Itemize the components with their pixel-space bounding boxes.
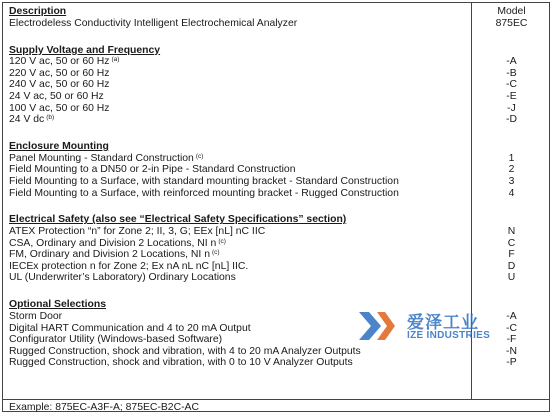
section-title: Optional Selections — [9, 299, 106, 311]
option-text: 240 V ac, 50 or 60 Hz — [9, 79, 110, 91]
option-code: -A — [506, 311, 517, 323]
section-title-spacer — [472, 214, 551, 226]
section-title: Enclosure Mounting — [9, 141, 109, 153]
option-code: F — [508, 249, 515, 261]
section-gap — [9, 126, 469, 141]
footnote-ref: (c) — [211, 249, 220, 257]
footnote-ref: (c) — [218, 237, 226, 245]
section-gap — [472, 29, 551, 44]
option-code: -C — [506, 79, 517, 91]
option-text: Digital HART Communication and 4 to 20 mA Output — [9, 322, 251, 334]
watermark-en-text: IZE INDUSTRIES — [407, 330, 491, 341]
option-row — [9, 346, 469, 358]
option-code: -F — [506, 334, 517, 346]
option-row — [9, 357, 469, 369]
option-code: 2 — [508, 164, 515, 176]
option-code: 3 — [508, 175, 515, 187]
section-title: Supply Voltage and Frequency — [9, 44, 161, 56]
option-row — [9, 261, 469, 273]
option-text: Field Mounting to a Surface, with reinforced mounting bracket - Rugged Construction — [9, 187, 399, 199]
option-row — [9, 188, 469, 200]
option-code: D — [507, 260, 516, 272]
option-text: Rugged Construction, shock and vibration, with 0 to 10 V Analyzer Outputs — [9, 357, 353, 369]
footer-divider — [3, 399, 549, 400]
option-code: -P — [506, 357, 517, 369]
section-gap — [9, 29, 469, 44]
option-row — [9, 238, 469, 250]
model-number: 875EC — [495, 17, 528, 29]
option-text: Rugged Construction, shock and vibration, with 4 to 20 mA Analyzer Outputs — [9, 345, 361, 357]
option-code: -D — [506, 114, 517, 126]
option-row — [9, 272, 469, 284]
option-code: -J — [507, 102, 516, 114]
option-text: 24 V dc — [9, 114, 45, 126]
option-text: FM, Ordinary and Division 2 Locations, NI n — [9, 249, 210, 261]
example-text: Example: 875EC-A3F-A; 875EC-B2C-AC — [9, 402, 199, 413]
option-row — [9, 153, 469, 165]
option-code: 1 — [508, 152, 515, 164]
footnote-ref: (a) — [111, 56, 120, 64]
option-row — [9, 226, 469, 238]
section-title-spacer — [472, 141, 551, 153]
option-code: -N — [506, 345, 517, 357]
option-row — [9, 164, 469, 176]
footnote-ref: (b) — [46, 114, 55, 122]
model-code-table — [2, 2, 550, 412]
section-gap — [9, 284, 469, 299]
ize-logo-icon — [355, 306, 397, 346]
option-text: Configurator Utility (Windows-based Software) — [9, 334, 223, 346]
option-text: IECEx protection n for Zone 2; Ex nA nL nC [nL] IIC. — [9, 260, 249, 272]
option-text: UL (Underwriter’s Laboratory) Ordinary Locations — [9, 272, 236, 284]
option-row — [9, 79, 469, 91]
option-row — [9, 103, 469, 115]
option-code: 4 — [508, 187, 515, 199]
product-description: Electrodeless Conductivity Intelligent Electrochemical Analyzer — [9, 17, 298, 29]
footnote-ref: (c) — [195, 152, 204, 160]
option-text: Field Mounting to a DN50 or 2-in Pipe - Standard Construction — [9, 164, 296, 176]
section-gap — [9, 199, 469, 214]
option-text: Panel Mounting - Standard Construction — [9, 152, 194, 164]
option-row — [9, 114, 469, 126]
option-row — [9, 91, 469, 103]
description-header: Description — [9, 6, 67, 17]
option-code: C — [507, 237, 516, 249]
option-text: CSA, Ordinary and Division 2 Locations, NI n — [9, 237, 217, 249]
option-row — [9, 249, 469, 261]
section-gap — [472, 284, 551, 299]
option-code: U — [507, 272, 516, 284]
watermark-logo — [355, 306, 495, 346]
section-title: Electrical Safety (also see “Electrical Safety Specifications” section) — [9, 214, 347, 226]
option-text: Field Mounting to a Surface, with standard mounting bracket - Standard Construction — [9, 175, 399, 187]
option-code: -E — [506, 90, 517, 102]
option-row — [9, 176, 469, 188]
section-gap — [472, 199, 551, 214]
option-text: Storm Door — [9, 311, 63, 323]
option-code: -C — [506, 322, 517, 334]
option-text: 24 V ac, 50 or 60 Hz — [9, 90, 104, 102]
option-text: 100 V ac, 50 or 60 Hz — [9, 102, 110, 114]
watermark-cn-text: 爱泽工业 — [407, 313, 479, 333]
option-text: 120 V ac, 50 or 60 Hz — [9, 56, 110, 68]
option-row — [9, 68, 469, 80]
option-code: N — [507, 226, 516, 238]
option-code: -A — [506, 56, 517, 68]
section-gap — [472, 126, 551, 141]
option-text: 220 V ac, 50 or 60 Hz — [9, 67, 110, 79]
model-header: Model — [497, 6, 526, 17]
option-text: ATEX Protection “n” for Zone 2; II, 3, G; EEx [nL] nC IIC — [9, 226, 266, 238]
option-row — [9, 56, 469, 68]
option-code: -B — [506, 67, 517, 79]
section-title-spacer — [472, 45, 551, 57]
